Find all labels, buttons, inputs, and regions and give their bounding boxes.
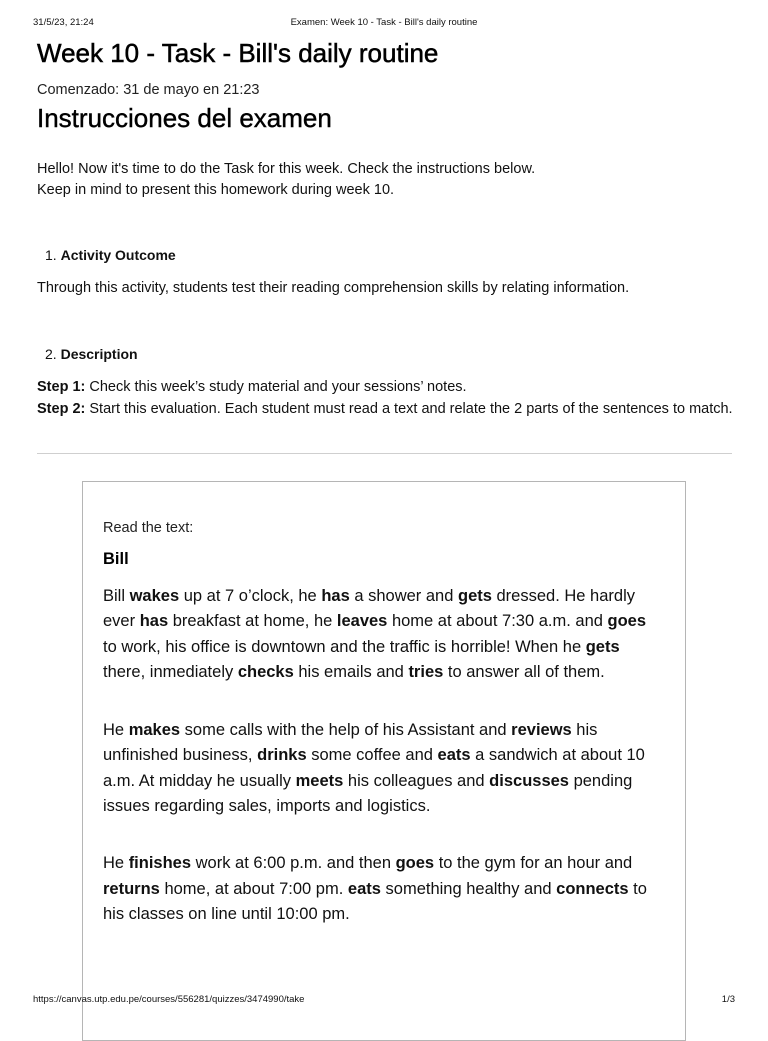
highlighted-verb: leaves — [336, 612, 388, 631]
step-2 — [37, 399, 737, 421]
text-run: some coffee and — [306, 746, 438, 765]
highlighted-verb: gets — [585, 637, 620, 656]
started-timestamp: Comenzado: 31 de mayo en 21:23 — [37, 82, 260, 98]
text-run: He — [103, 854, 129, 873]
text-run: breakfast at home, he — [168, 612, 337, 631]
text-run: home, at about 7:00 pm. — [159, 879, 348, 898]
highlighted-verb: meets — [295, 771, 344, 790]
page-title: Week 10 - Task - Bill's daily routine — [37, 38, 439, 68]
highlighted-verb: tries — [408, 662, 444, 681]
intro-line: Hello! Now it's time to do the Task for this week. Check the instructions below. — [37, 161, 536, 177]
outcome-text: Through this activity, students test their reading comprehension skills by relating information. — [37, 280, 630, 296]
text-run: his emails and — [293, 662, 409, 681]
text-run: some calls with the help of his Assistant and — [180, 721, 512, 740]
step-text: Start this evaluation. Each student must read a text and relate the 2 parts of the sentences to match. — [89, 400, 733, 417]
highlighted-verb: finishes — [128, 854, 192, 873]
highlighted-verb: drinks — [257, 746, 307, 765]
highlighted-verb: makes — [128, 721, 181, 740]
print-date: 31/5/23, 21:24 — [33, 17, 94, 28]
step-text: Check this week’s study material and your sessions’ notes. — [89, 379, 467, 395]
text-run: to the gym for an hour and — [434, 854, 633, 873]
text-run: work at 6:00 p.m. and then — [191, 854, 396, 873]
highlighted-verb: eats — [347, 879, 381, 898]
text-run: his colleagues and — [343, 771, 490, 790]
text-run: to his classes on line until 10:00 pm. — [103, 879, 647, 923]
text-run: something healthy and — [380, 879, 557, 898]
instructions-heading: Instrucciones del examen — [37, 103, 332, 133]
print-header — [33, 17, 735, 31]
text-run: a shower and — [349, 587, 458, 605]
read-prompt: Read the text: — [103, 520, 194, 536]
list-item-description — [45, 346, 138, 362]
intro-text — [37, 159, 535, 201]
step-label: Step 1: — [37, 379, 86, 395]
story-paragraph — [103, 584, 663, 685]
text-run: to work, his office is downtown and the traffic is horrible! When he — [103, 637, 586, 656]
text-run: He — [103, 721, 129, 740]
highlighted-verb: wakes — [129, 587, 180, 605]
text-run: dressed. He hardly ever — [103, 587, 635, 631]
list-label: Activity Outcome — [60, 247, 176, 263]
text-run: to answer all of them. — [443, 662, 605, 681]
text-run: pending issues regarding sales, imports and logistics. — [103, 771, 633, 816]
step-1 — [37, 377, 737, 399]
print-footer — [33, 994, 735, 1008]
intro-line: Keep in mind to present this homework during week 10. — [37, 182, 395, 198]
highlighted-verb: has — [139, 612, 169, 631]
steps — [37, 377, 737, 420]
story-paragraph — [103, 718, 663, 819]
story-paragraph — [103, 851, 663, 927]
text-run: Bill — [103, 587, 130, 605]
print-document-title: Examen: Week 10 - Task - Bill's daily routine — [290, 17, 478, 28]
story-title: Bill — [103, 550, 129, 568]
highlighted-verb: gets — [457, 587, 492, 605]
highlighted-verb: goes — [395, 854, 435, 873]
text-run: his unfinished business, — [103, 721, 598, 765]
text-run: there, inmediately — [103, 662, 238, 681]
list-label: Description — [60, 346, 138, 362]
divider — [37, 453, 732, 454]
highlighted-verb: connects — [556, 879, 629, 898]
list-number: 1. — [45, 247, 57, 263]
list-item-activity-outcome — [45, 247, 176, 263]
page-url: https://canvas.utp.edu.pe/courses/556281/quizzes/3474990/take — [33, 994, 305, 1005]
highlighted-verb: has — [321, 587, 350, 605]
page-number: 1/3 — [721, 994, 735, 1005]
highlighted-verb: discusses — [489, 771, 569, 790]
text-run: home at about 7:30 a.m. and — [387, 612, 608, 631]
highlighted-verb: goes — [607, 612, 647, 631]
highlighted-verb: checks — [237, 662, 294, 681]
text-run: a sandwich at about 10 a.m. At midday he usually — [103, 746, 645, 790]
list-number: 2. — [45, 346, 57, 362]
text-run: up at 7 o’clock, he — [179, 587, 322, 605]
step-label: Step 2: — [37, 400, 86, 417]
highlighted-verb: reviews — [511, 721, 572, 740]
highlighted-verb: returns — [103, 879, 160, 898]
reading-text-box — [82, 481, 686, 1041]
highlighted-verb: eats — [437, 746, 471, 765]
